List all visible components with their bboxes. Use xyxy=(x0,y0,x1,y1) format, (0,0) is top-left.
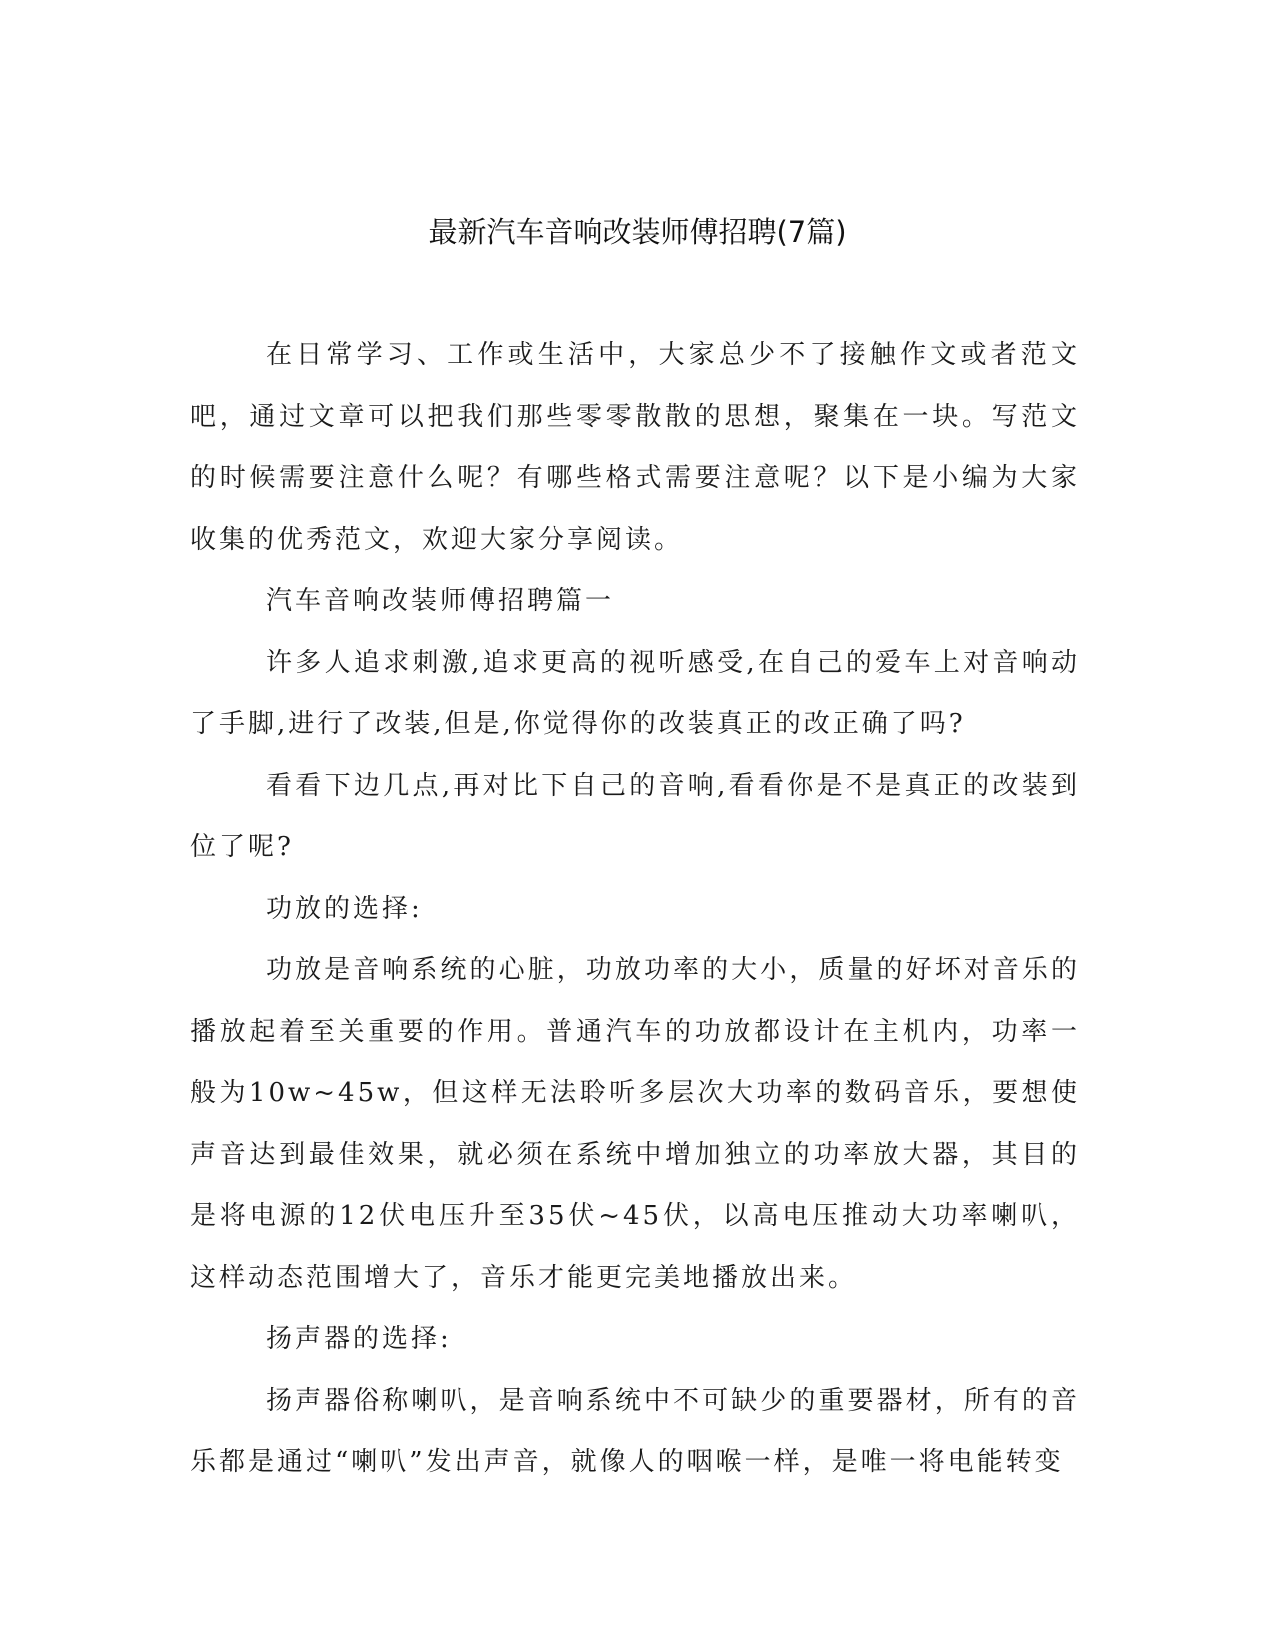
paragraph: 许多人追求刺激,追求更高的视听感受,在自己的爱车上对音响动了手脚,进行了改装,但是,你觉得你的改装真正的改正确了吗? xyxy=(190,647,1080,739)
document-title: 最新汽车音响改装师傅招聘(7篇) xyxy=(428,215,847,249)
subheading-amplifier: 功放的选择: xyxy=(266,893,423,924)
paragraph: 功放是音响系统的心脏，功放功率的大小，质量的好坏对音乐的播放起着至关重要的作用。普通汽车的功放都设计在主机内，功率一般为10w~45w，但这样无法聆听多层次大功率的数码音乐，要想使声音达到最佳效果，就必须在系统中增加独立的功率放大器，其目的是将电源的12伏电压升至35伏~45伏，以高电压推动大功率喇叭，这样动态范围增大了，音乐才能更完美地播放出来。 xyxy=(190,955,1080,1293)
paragraph: 扬声器俗称喇叭，是音响系统中不可缺少的重要器材，所有的音乐都是通过“喇叭”发出声音，就像人的咽喉一样，是唯一将电能转变 xyxy=(190,1385,1080,1477)
paragraph: 看看下边几点,再对比下自己的音响,看看你是不是真正的改装到位了呢? xyxy=(190,770,1080,862)
subheading-speaker: 扬声器的选择: xyxy=(266,1324,452,1354)
section-heading-1: 汽车音响改装师傅招聘篇一 xyxy=(266,586,615,616)
paragraph-intro: 在日常学习、工作或生活中，大家总少不了接触作文或者范文吧，通过文章可以把我们那些零零散散的思想，聚集在一块。写范文的时候需要注意什么呢？有哪些格式需要注意呢？以下是小编为大家收集的优秀范文，欢迎大家分享阅读。 xyxy=(190,340,1080,555)
document-body xyxy=(190,325,1080,1494)
